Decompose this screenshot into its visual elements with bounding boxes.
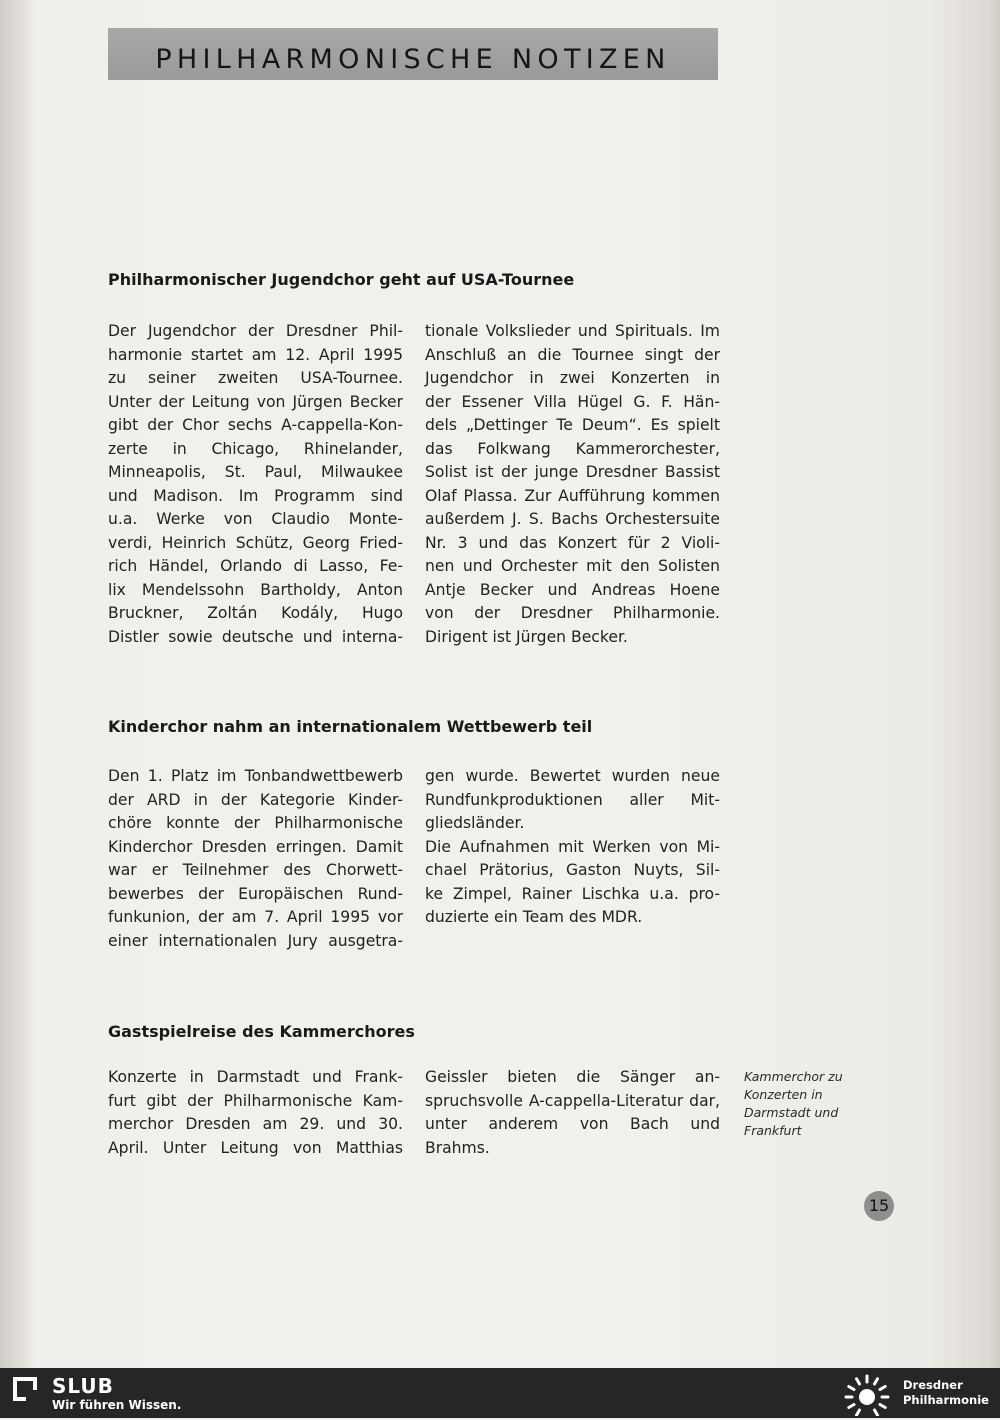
text-line: gibt der Chor sechs A-cappella-Kon- xyxy=(108,416,403,434)
article-children-choir-column-right xyxy=(425,765,720,930)
text-line: der ARD in der Kategorie Kinder- xyxy=(108,790,403,809)
text-line: April. Unter Leitung von Matthias xyxy=(108,1138,403,1157)
text-line: Den 1. Platz im Tonbandwettbewerb xyxy=(108,767,403,785)
article-usa-tour-column-left xyxy=(108,320,403,649)
text-line: und Madison. Im Programm sind xyxy=(108,486,403,505)
article-chamber-choir-column-left xyxy=(108,1066,403,1160)
text-line: bewerbes der Europäischen Rund- xyxy=(108,884,403,903)
text-line: Bruckner, Zoltán Kodály, Hugo xyxy=(108,604,403,622)
text-line: chöre konnte der Philharmonische xyxy=(108,814,403,832)
text-line: Antje Becker und Andreas Hoene xyxy=(425,580,720,599)
text-line: verdi, Heinrich Schütz, Georg Fried- xyxy=(108,533,403,552)
slub-logo-graphic xyxy=(12,1376,42,1406)
page-binding-shadow xyxy=(0,0,36,1368)
text-line: Konzerte in Darmstadt und Frank- xyxy=(108,1068,403,1086)
text-line: nen und Orchester mit den Solisten xyxy=(425,557,720,575)
text-line: furt gibt der Philharmonische Kam- xyxy=(108,1091,403,1110)
text-line: zu seiner zweiten USA-Tournee. xyxy=(108,369,403,387)
text-line: duzierte ein Team des MDR. xyxy=(425,908,643,926)
article-chamber-choir-column-right xyxy=(425,1066,720,1160)
text-line: ke Zimpel, Rainer Lischka u.a. pro- xyxy=(425,884,720,903)
text-line: zerte in Chicago, Rhinelander, xyxy=(108,439,403,458)
article-children-choir-column-left xyxy=(108,765,403,953)
text-line: gliedsländer. xyxy=(425,814,525,832)
article-heading-usa-tour: Philharmonischer Jugendchor geht auf USA-Tournee xyxy=(108,270,575,289)
text-line: Die Aufnahmen mit Werken von Mi- xyxy=(425,837,720,856)
text-line: gen wurde. Bewertet wurden neue xyxy=(425,767,720,785)
text-line: spruchsvolle A-cappella-Literatur dar, xyxy=(425,1091,720,1110)
text-line: Rundfunkproduktionen aller Mit- xyxy=(425,790,720,809)
slub-tagline: Wir führen Wissen. xyxy=(52,1398,182,1412)
footer-bar xyxy=(0,1368,1000,1418)
slub-logo-text: SLUB xyxy=(52,1374,114,1398)
text-line: lix Mendelssohn Bartholdy, Anton xyxy=(108,580,403,599)
text-line: funkunion, der am 7. April 1995 vor xyxy=(108,908,403,926)
text-line: unter anderem von Bach und xyxy=(425,1115,720,1133)
partner-name-line: Philharmonie xyxy=(903,1393,989,1407)
margin-caption: Kammerchor zu Konzerten in Darmstadt und Frankfurt xyxy=(744,1069,843,1138)
text-line: harmonie startet am 12. April 1995 xyxy=(108,345,403,364)
text-line: Minneapolis, St. Paul, Milwaukee xyxy=(108,463,403,481)
text-line: Jugendchor in zwei Konzerten in xyxy=(425,369,720,387)
page-number: 15 xyxy=(864,1191,894,1221)
article-heading-children-choir: Kinderchor nahm an internationalem Wettbewerb teil xyxy=(108,717,593,736)
page-edge-shadow xyxy=(930,0,1000,1368)
partner-name-line: Dresdner xyxy=(903,1378,963,1392)
text-line: der Essener Villa Hügel G. F. Hän- xyxy=(425,392,720,411)
text-line: war er Teilnehmer des Chorwett- xyxy=(108,861,403,879)
text-line: Der Jugendchor der Dresdner Phil- xyxy=(108,322,403,340)
dresdner-philharmonie-name xyxy=(903,1378,998,1408)
text-line: einer internationalen Jury ausgetra- xyxy=(108,931,403,950)
article-heading-chamber-choir: Gastspielreise des Kammerchores xyxy=(108,1022,415,1041)
text-line: Dirigent ist Jürgen Becker. xyxy=(425,627,628,646)
page-header-title: PHILHARMONISCHE NOTIZEN xyxy=(155,44,671,75)
text-line: u.a. Werke von Claudio Monte- xyxy=(108,510,403,528)
text-line: chael Prätorius, Gaston Nuyts, Sil- xyxy=(425,861,720,879)
text-line: Distler sowie deutsche und interna- xyxy=(108,627,403,646)
text-line: Unter der Leitung von Jürgen Becker xyxy=(108,392,403,411)
text-line: außerdem J. S. Bachs Orchestersuite xyxy=(425,510,720,528)
text-line: Solist ist der junge Dresdner Bassist xyxy=(425,463,720,481)
text-line: Kinderchor Dresden erringen. Damit xyxy=(108,837,403,856)
sunburst-logo-graphic xyxy=(840,1372,894,1416)
text-line: Nr. 3 und das Konzert für 2 Violi- xyxy=(425,533,720,552)
text-line: Anschluß an die Tournee singt der xyxy=(425,345,720,364)
slub-logo-icon[interactable] xyxy=(12,1376,42,1410)
article-usa-tour-column-right xyxy=(425,320,720,649)
text-line: Olaf Plassa. Zur Aufführung kommen xyxy=(425,486,720,505)
text-line: von der Dresdner Philharmonie. xyxy=(425,604,720,622)
text-line: merchor Dresden am 29. und 30. xyxy=(108,1115,403,1133)
text-line: das Folkwang Kammerorchester, xyxy=(425,439,720,458)
dresdner-philharmonie-logo-icon[interactable] xyxy=(840,1372,894,1420)
text-line: Geissler bieten die Sänger an- xyxy=(425,1068,720,1086)
text-line: tionale Volkslieder und Spirituals. Im xyxy=(425,322,720,340)
text-line: rich Händel, Orlando di Lasso, Fe- xyxy=(108,557,403,575)
text-line: dels „Dettinger Te Deum“. Es spielt xyxy=(425,416,720,434)
text-line: Brahms. xyxy=(425,1138,490,1157)
